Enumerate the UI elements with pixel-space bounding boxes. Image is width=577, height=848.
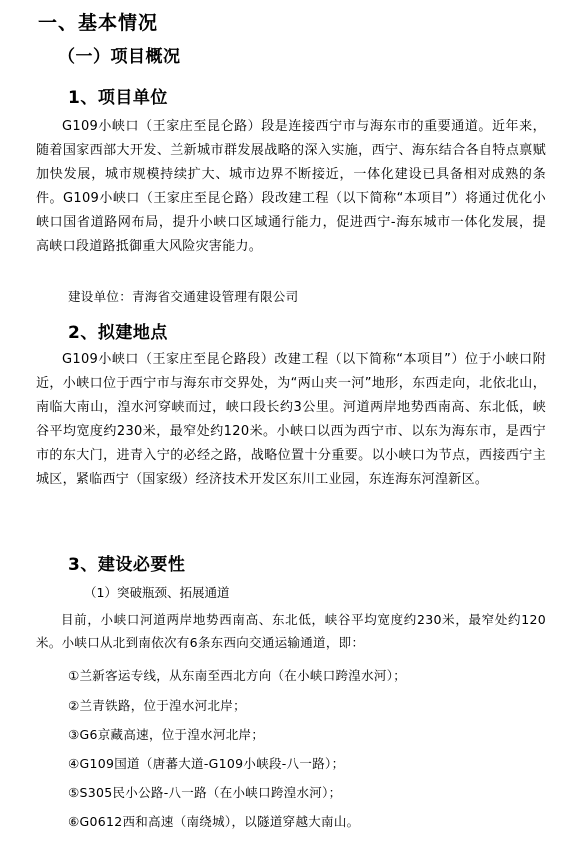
list-item: ④G109国道（唐蕃大道-G109小峡段-八一路）； xyxy=(68,756,345,771)
list-item: ⑤S305民小公路-八一路（在小峡口跨湟水河）； xyxy=(68,785,342,800)
construction-unit-line: 建设单位：青海省交通建设管理有限公司 xyxy=(68,289,299,304)
heading-basic-info: 一、基本情况 xyxy=(38,12,159,34)
paragraph-proposed-location: G109小峡口（王家庄至昆仑路段）改建工程（以下简称“本项目”）位于小峡口附近，小峡口位于西宁市与海东市交界处，为“两山夹一河”地形，东西走向，北依北山，南临大南山，湟水河穿峡而过，峡口段长约3公里。河道两岸地势西南高、东北低，峡谷平均宽度约230米，最窄处约120米。小峡口以西为西宁市、以东为海东市，是西宁市的东大门，进青入宁的必经之路，战略位置十分重要。以小峡口为节点，西接西宁主城区，紧临西宁（国家级）经济技术开发区东川工业园，东连海东河湟新区。 xyxy=(36,352,546,487)
list-item: ②兰青铁路，位于湟水河北岸； xyxy=(68,698,246,713)
heading-project-overview: （一）项目概况 xyxy=(58,47,181,67)
list-item: ⑥G0612西和高速（南绕城），以隧道穿越大南山。 xyxy=(68,814,360,829)
paragraph-project-unit: G109小峡口（王家庄至昆仑路）段是连接西宁市与海东市的重要通道。近年来，随着国家西部大开发、兰新城市群发展战略的深入实施，西宁、海东结合各自特点禀赋加快发展，城市规模持续扩大、城市边界不断接近，一体化建设已具备相对成熟的条件。G109小峡口（王家庄至昆仑路）段改建工程（以下简称“本项目”）将通过优化小峡口国省道路网布局，提升小峡口区域通行能力，促进西宁-海东城市一体化发展，提高峡口段道路抵御重大风险灾害能力。 xyxy=(36,119,546,254)
heading-necessity: 3、建设必要性 xyxy=(68,555,186,575)
paragraph-necessity: 目前，小峡口河道两岸地势西南高、东北低，峡谷平均宽度约230米，最窄处约120米。小峡口从北到南依次有6条东西向交通运输通道，即： xyxy=(36,612,546,650)
list-item: ③G6京藏高速，位于湟水河北岸； xyxy=(68,727,265,742)
heading-project-unit: 1、项目单位 xyxy=(68,88,168,108)
heading-proposed-location: 2、拟建地点 xyxy=(68,323,168,343)
subheading-breakthrough: （1）突破瓶颈、拓展通道 xyxy=(84,585,230,600)
list-item: ①兰新客运专线，从东南至西北方向（在小峡口跨湟水河）； xyxy=(68,668,407,683)
